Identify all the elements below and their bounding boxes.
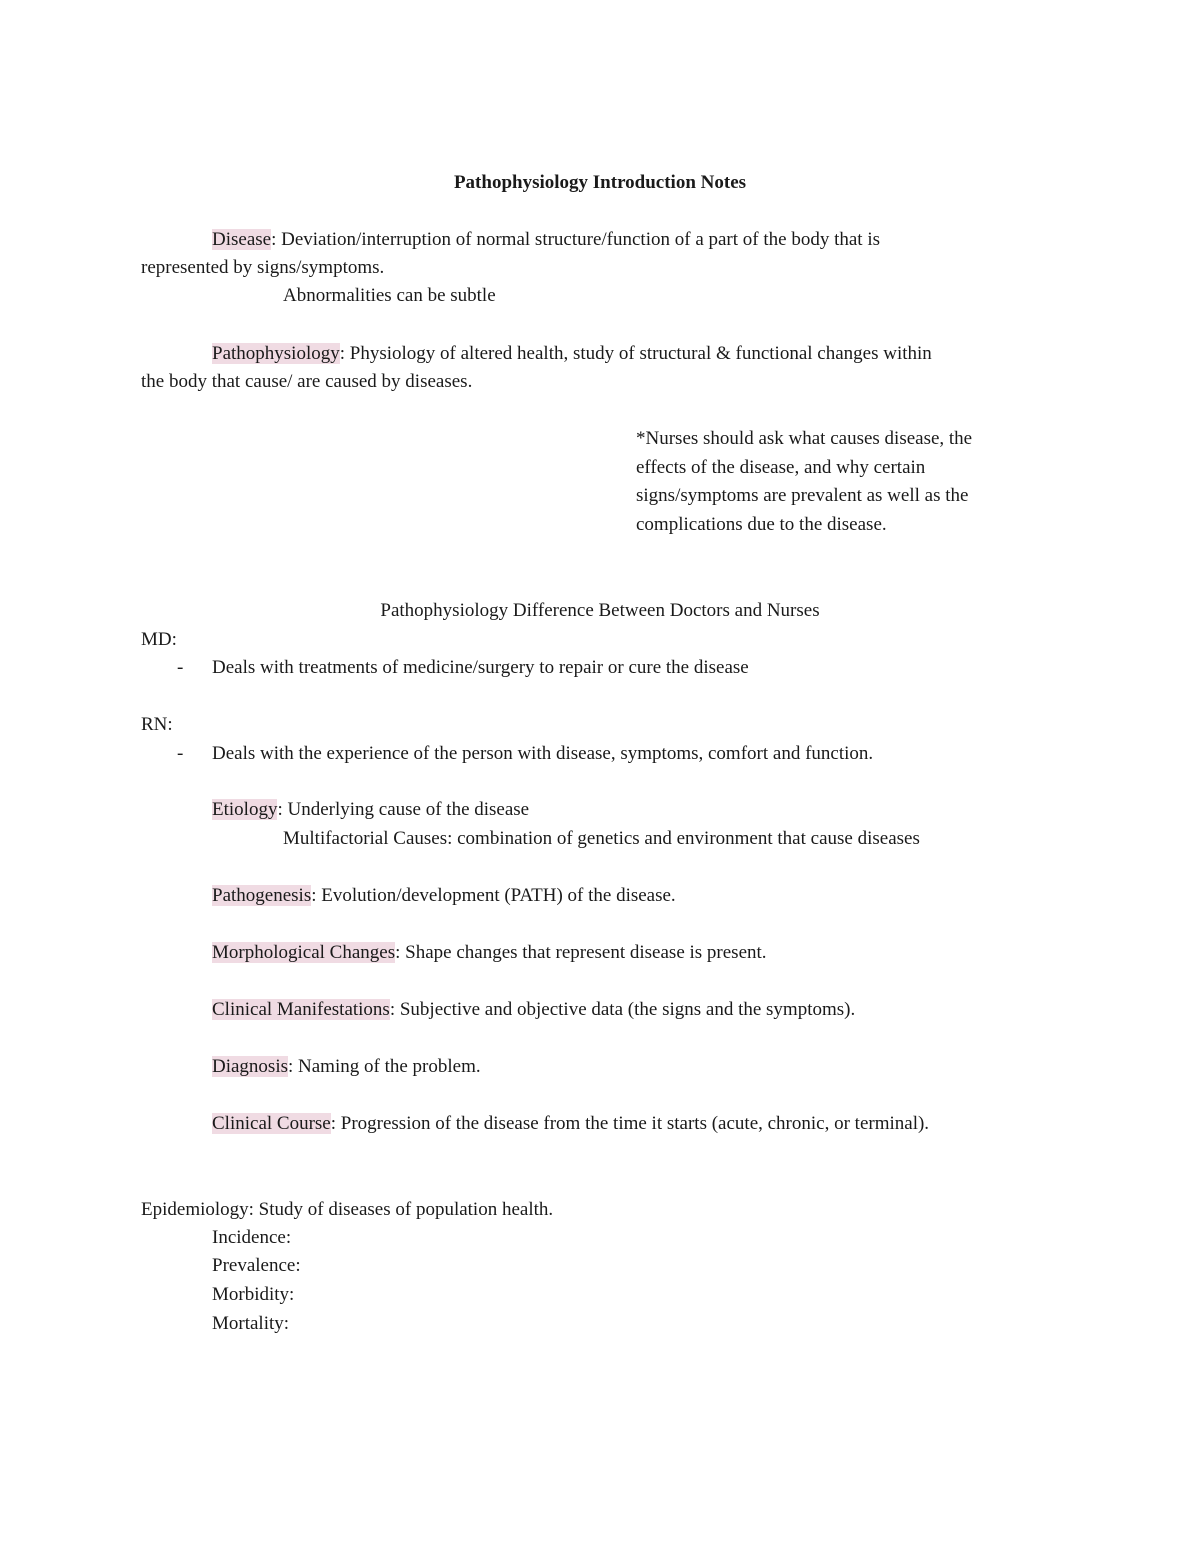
nurse-note [636, 425, 1056, 539]
nurse-note-line: signs/symptoms are prevalent as well as the [636, 485, 969, 506]
epidemiology-item-mortality: Mortality: [212, 1313, 290, 1334]
nurse-note-line: effects of the disease, and why certain [636, 456, 926, 478]
bullet-dash: - [177, 743, 184, 764]
diagnosis-definition-text: : Naming of the problem. [288, 1056, 481, 1077]
rn-description: Deals with the experience of the person with disease, symptoms, comfort and function. [212, 743, 874, 764]
nurse-note-line: *Nurses should ask what causes disease, the [636, 428, 973, 449]
etiology-subnote: Multifactorial Causes: combination of genetics and environment that cause diseases [283, 828, 920, 849]
disease-definition-text: : Deviation/interruption of normal structure/function of a part of the body that is [271, 229, 880, 250]
diagnosis-definition [212, 1053, 481, 1082]
morphological-changes-definition-text: : Shape changes that represent disease is present. [395, 942, 767, 963]
clinical-manifestations-term: Clinical Manifestations [212, 999, 390, 1020]
etiology-definition-text: : Underlying cause of the disease [277, 799, 530, 820]
epidemiology-item-prevalence: Prevalence: [212, 1255, 301, 1276]
morphological-changes-definition [212, 939, 767, 968]
etiology-definition [212, 796, 529, 825]
etiology-term: Etiology [212, 799, 278, 820]
clinical-course-term: Clinical Course [212, 1113, 331, 1134]
clinical-manifestations-definition-text: : Subjective and objective data (the signs and the symptoms). [389, 999, 856, 1020]
pathophysiology-definition-text: : Physiology of altered health, study of structural & functional changes within [339, 343, 932, 364]
diagnosis-term: Diagnosis [212, 1056, 288, 1077]
pathogenesis-definition [212, 882, 676, 911]
clinical-course-definition-text: : Progression of the disease from the time it starts (acute, chronic, or terminal). [330, 1113, 930, 1134]
md-description: Deals with treatments of medicine/surgery to repair or cure the disease [212, 657, 749, 678]
page-title: Pathophysiology Introduction Notes [453, 172, 747, 193]
disease-term: Disease [212, 229, 272, 250]
epidemiology-item-morbidity: Morbidity: [212, 1284, 295, 1305]
disease-subnote: Abnormalities can be subtle [283, 285, 496, 306]
md-label: MD: [141, 629, 177, 650]
epidemiology-definition: Epidemiology: Study of diseases of population health. [141, 1199, 554, 1220]
nurse-note-line: complications due to the disease. [636, 513, 887, 535]
disease-definition-continued: represented by signs/symptoms. [141, 257, 385, 278]
bullet-dash: - [177, 657, 184, 678]
clinical-course-definition [212, 1110, 929, 1139]
section-heading: Pathophysiology Difference Between Doctors and Nurses [380, 600, 820, 621]
morphological-changes-term: Morphological Changes [212, 942, 396, 963]
rn-label: RN: [141, 714, 173, 735]
disease-definition [212, 226, 880, 255]
pathogenesis-definition-text: : Evolution/development (PATH) of the disease. [311, 885, 676, 906]
epidemiology-item-incidence: Incidence: [212, 1227, 292, 1248]
pathophysiology-definition [212, 340, 932, 369]
pathophysiology-term: Pathophysiology [212, 343, 340, 364]
pathogenesis-term: Pathogenesis [212, 885, 312, 906]
pathophysiology-definition-continued: the body that cause/ are caused by diseases. [141, 371, 473, 392]
clinical-manifestations-definition [212, 996, 855, 1025]
